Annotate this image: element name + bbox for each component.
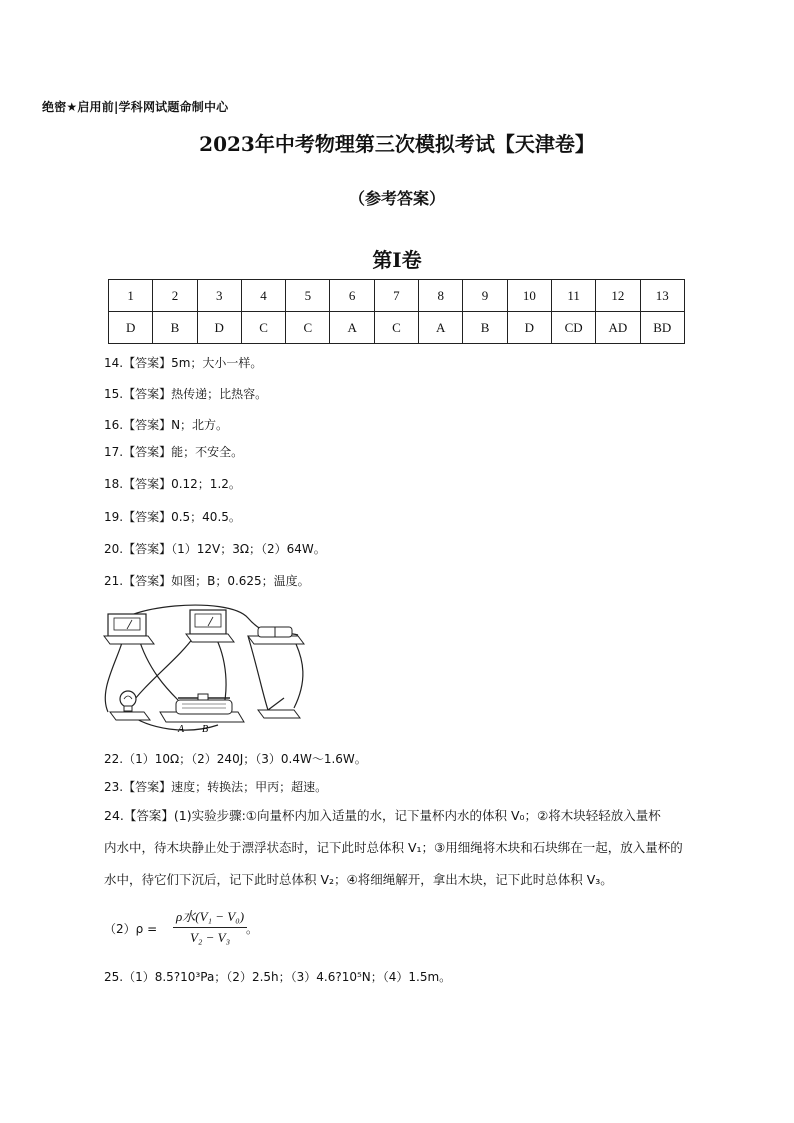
answer-23: 23.【答案】速度；转换法；甲丙；超速。: [104, 780, 328, 794]
answer-cell: D: [507, 312, 551, 344]
page-title: 2023年中考物理第三次模拟考试【天津卷】: [199, 132, 595, 156]
rheostat-icon: [160, 694, 244, 722]
answer-21: 21.【答案】如图；B；0.625；温度。: [104, 574, 310, 588]
formula-denominator: V₂ − V₃: [189, 930, 231, 945]
formula-numerator: ρ水(V₁ − V₀): [173, 906, 247, 928]
answer-24: [104, 800, 724, 896]
answer-cell: A: [419, 312, 463, 344]
voltmeter-icon: [186, 610, 234, 642]
ammeter-icon: [104, 614, 154, 644]
answer-cell: BD: [640, 312, 684, 344]
formula-prefix: （2）ρ =: [104, 922, 158, 936]
question-number-cell: 2: [153, 280, 197, 312]
answer-16: 16.【答案】N；北方。: [104, 418, 229, 432]
answer-24-line-3: 水中，待它们下沉后，记下此时总体积 V₂；④将细绳解开，拿出木块，记下此时总体积 V₃。: [104, 872, 613, 887]
answer-cell: A: [330, 312, 374, 344]
question-number-cell: 7: [374, 280, 418, 312]
table-row-numbers: [109, 280, 685, 312]
answer-24-line-2: 内水中，待木块静止处于漂浮状态时，记下此时总体积 V₁；③用细绳将木块和石块绑在一起，放入量杯的: [104, 840, 683, 855]
answer-22: 22.（1）10Ω；（2）240J；（3）0.4W～1.6W。: [104, 752, 367, 766]
question-number-cell: 13: [640, 280, 684, 312]
answer-14: 14.【答案】5m；大小一样。: [104, 356, 263, 370]
answer-cell: C: [241, 312, 285, 344]
confidential-label: 绝密★启用前|学科网试题命制中心: [42, 100, 229, 114]
answer-cell: AD: [596, 312, 640, 344]
question-number-cell: 6: [330, 280, 374, 312]
question-number-cell: 9: [463, 280, 507, 312]
bulb-icon: [110, 691, 150, 720]
answer-cell: B: [153, 312, 197, 344]
question-number-cell: 5: [286, 280, 330, 312]
question-number-cell: 4: [241, 280, 285, 312]
table-row-answers: [109, 312, 685, 344]
answer-19: 19.【答案】0.5；40.5。: [104, 510, 241, 524]
question-number-cell: 10: [507, 280, 551, 312]
answer-cell: B: [463, 312, 507, 344]
switch-icon: [258, 698, 300, 718]
figure-label-b: B: [202, 724, 209, 735]
figure-label-a: A: [178, 724, 185, 735]
formula-suffix: 。: [246, 922, 259, 936]
answer-table: [108, 279, 685, 344]
answer-18: 18.【答案】0.12；1.2。: [104, 477, 241, 491]
question-number-cell: 1: [109, 280, 153, 312]
question-number-cell: 3: [197, 280, 241, 312]
question-number-cell: 11: [551, 280, 595, 312]
answer-20: 20.【答案】（1）12V；3Ω；（2）64W。: [104, 542, 326, 556]
answer-cell: D: [197, 312, 241, 344]
answer-cell: C: [286, 312, 330, 344]
answer-cell: D: [109, 312, 153, 344]
question-number-cell: 8: [419, 280, 463, 312]
answer-17: 17.【答案】能；不安全。: [104, 445, 244, 459]
answer-15: 15.【答案】热传递；比热容。: [104, 387, 268, 401]
density-formula: [173, 906, 247, 946]
answer-25: 25.（1）8.5?10³Pa；（2）2.5h；（3）4.6?10⁵N；（4）1.5m。: [104, 970, 452, 984]
page-subtitle: （参考答案）: [348, 189, 445, 208]
section-title: 第Ⅰ卷: [372, 248, 422, 272]
answer-cell: CD: [551, 312, 595, 344]
answer-cell: C: [374, 312, 418, 344]
question-number-cell: 12: [596, 280, 640, 312]
answer-24-line-1: 24.【答案】(1)实验步骤:①向量杯内加入适量的水，记下量杯内水的体积 V₀；②将木块轻轻放入量杯: [104, 808, 661, 823]
circuit-figure: [98, 600, 330, 740]
battery-icon: [248, 627, 304, 644]
